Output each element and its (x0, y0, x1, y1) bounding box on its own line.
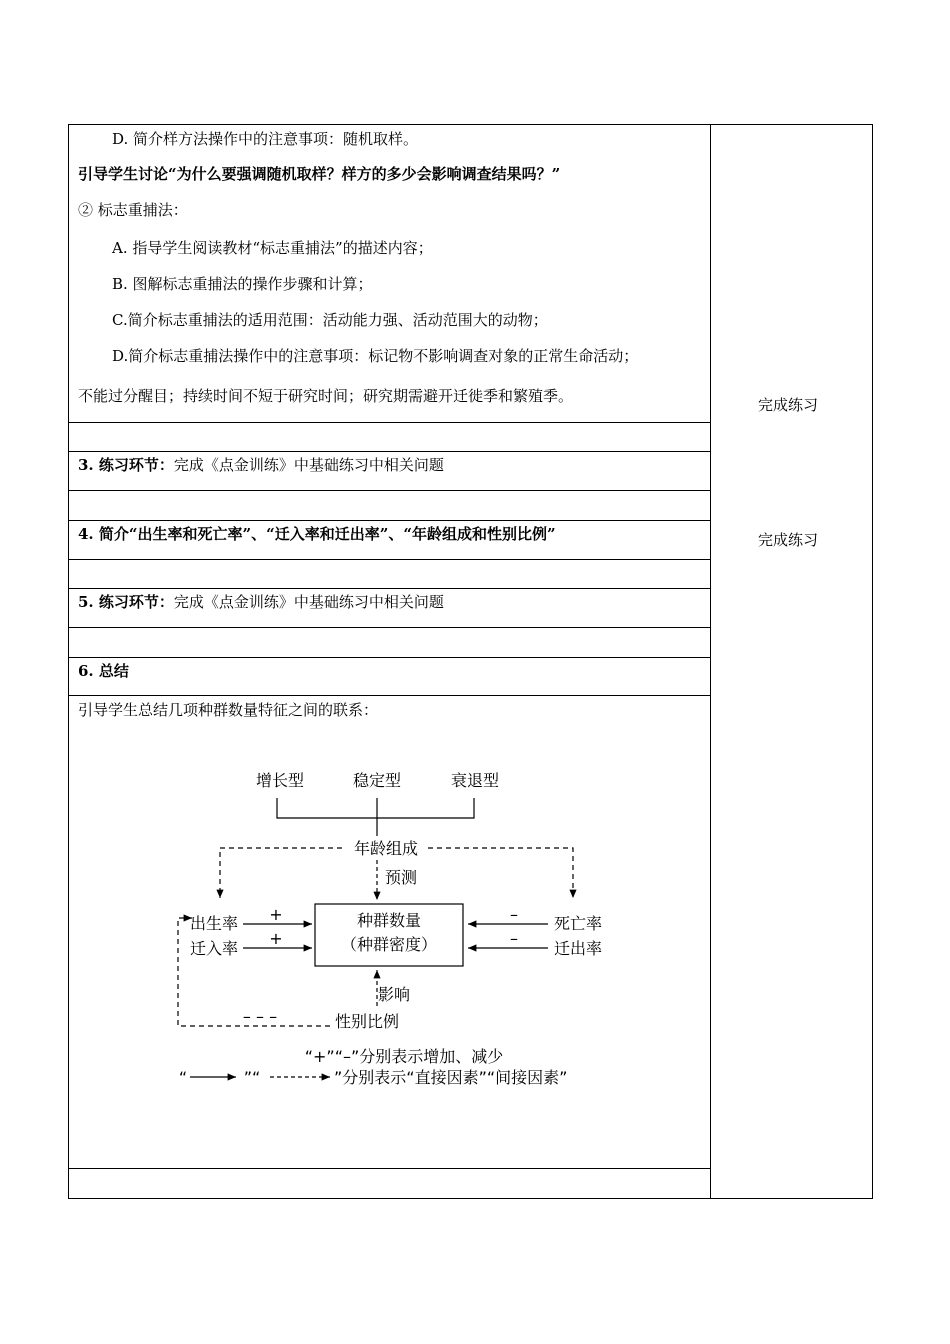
right-note-1: 完成练习 (758, 396, 819, 414)
predict-label: 预测 (384, 868, 418, 887)
section-5-heading: 5. 练习环节： (78, 593, 174, 611)
death-rate-label: 死亡率 (553, 914, 603, 933)
section-5-body: 完成《点金训练》中基础练习中相关问题 (173, 593, 444, 611)
step-d-continued: 不能过分醒目；持续时间不短于研究时间；研究期需避开迁徙季和繁殖季。 (78, 387, 574, 405)
age-to-death-arrow (428, 848, 573, 898)
section-4: 4. 简介“出生率和死亡率”、“迁入率和迁出率”、“年龄组成和性别比例” (78, 525, 556, 543)
step-c: C.简介标志重捕法的适用范围：活动能力强、活动范围大的动物； (112, 311, 548, 329)
step-a: A. 指导学生阅读教材“标志重捕法”的描述内容； (112, 239, 433, 257)
decline-type-label: 衰退型 (450, 771, 500, 790)
immigration-rate-label: 迁入率 (189, 939, 239, 958)
emigration-rate-label: 迁出率 (553, 939, 603, 958)
age-structure-label: 年龄组成 (353, 839, 419, 858)
immigration-plus-sign: + (269, 929, 283, 948)
section-3-body: 完成《点金训练》中基础练习中相关问题 (173, 456, 444, 474)
mark-recapture-heading: ② 标志重捕法： (78, 201, 188, 219)
summary-intro: 引导学生总结几项种群数量特征之间的联系： (78, 701, 379, 719)
discussion-prompt: 引导学生讨论“为什么要强调随机取样？样方的多少会影响调查结果吗？” (78, 165, 561, 183)
legend-quote-open: “ (178, 1068, 188, 1087)
step-b: B. 图解标志重捕法的操作步骤和计算； (112, 275, 373, 293)
birth-plus-sign: + (269, 905, 283, 924)
sex-ratio-label: 性别比例 (334, 1012, 400, 1031)
sex-ratio-minus-signs: – – – (242, 1007, 278, 1026)
population-density-label: （种群密度） (340, 935, 438, 954)
legend-line-1: “+”“–”分别表示增加、减少 (304, 1047, 504, 1066)
influence-label: 影响 (377, 985, 411, 1004)
population-size-label: 种群数量 (356, 911, 422, 930)
legend-quote-mid: ”“ (243, 1068, 261, 1087)
legend-line-2: ”分别表示“直接因素”“间接因素” (334, 1068, 568, 1087)
age-to-birth-arrow (220, 848, 342, 898)
step-d: D.简介标志重捕法操作中的注意事项：标记物不影响调查对象的正常生命活动； (112, 347, 639, 365)
section-3-heading: 3. 练习环节： (78, 456, 174, 474)
birth-rate-label: 出生率 (189, 914, 239, 933)
step-d-sample: D. 简介样方法操作中的注意事项：随机取样。 (112, 130, 419, 148)
emigration-minus-sign: – (510, 929, 518, 948)
growth-type-label: 增长型 (255, 771, 305, 790)
right-note-2: 完成练习 (758, 531, 819, 549)
stable-type-label: 稳定型 (352, 771, 402, 790)
age-type-bracket (277, 798, 474, 836)
death-minus-sign: – (510, 905, 518, 924)
section-6: 6. 总结 (78, 662, 129, 680)
